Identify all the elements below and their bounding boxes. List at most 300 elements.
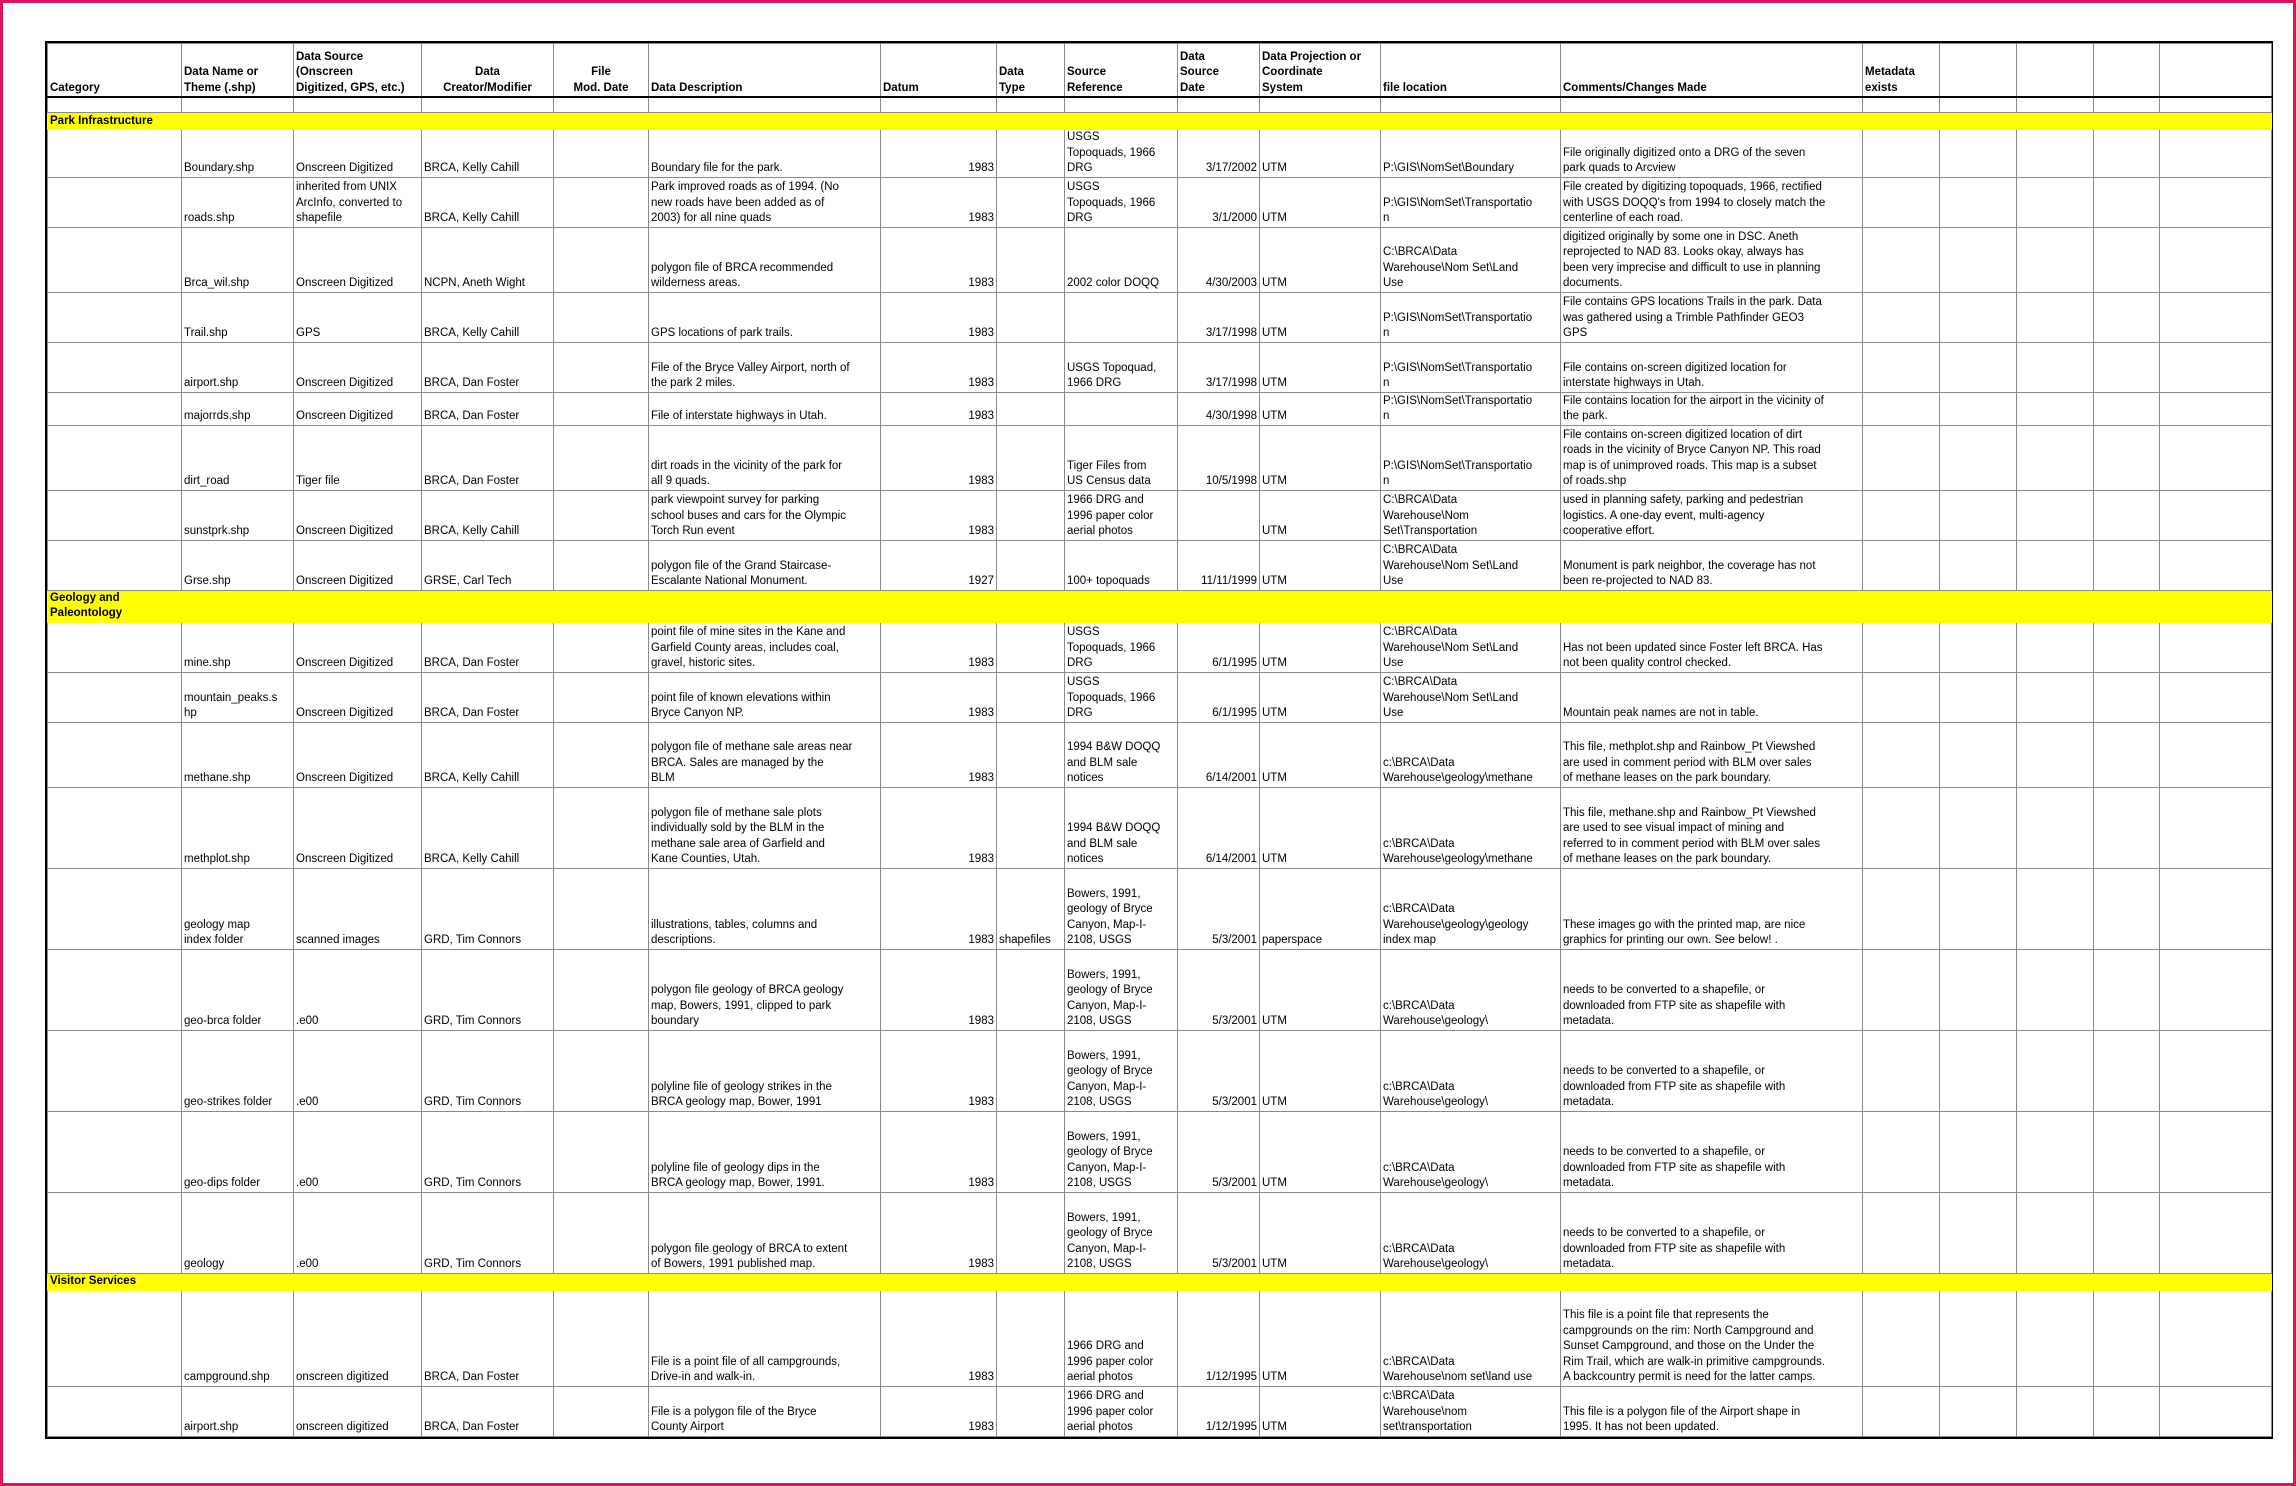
- empty-cell[interactable]: [2160, 392, 2272, 425]
- source-date-cell[interactable]: 5/3/2001: [1178, 1030, 1260, 1111]
- data-type-cell[interactable]: [997, 1290, 1065, 1386]
- data-source-cell[interactable]: .e00: [294, 1192, 422, 1273]
- comments-cell[interactable]: File contains GPS locations Trails in the park. Data was gathered using a Trimble Pathfinder GEO3 GPS: [1561, 292, 1863, 342]
- empty-cell[interactable]: [1940, 392, 2017, 425]
- source-reference-cell[interactable]: Bowers, 1991, geology of Bryce Canyon, Map-I- 2108, USGS: [1065, 1030, 1178, 1111]
- category-cell[interactable]: [48, 868, 182, 949]
- data-source-cell[interactable]: onscreen digitized: [294, 1290, 422, 1386]
- metadata-cell[interactable]: [1863, 130, 1940, 178]
- source-date-cell[interactable]: 6/14/2001: [1178, 722, 1260, 787]
- source-reference-cell[interactable]: USGS Topoquads, 1966 DRG: [1065, 130, 1178, 178]
- category-cell[interactable]: [48, 787, 182, 868]
- empty-cell[interactable]: [2017, 177, 2094, 227]
- empty-cell[interactable]: [2160, 97, 2272, 113]
- description-cell[interactable]: illustrations, tables, columns and descriptions.: [649, 868, 881, 949]
- column-header[interactable]: [2094, 44, 2160, 98]
- empty-cell[interactable]: [1940, 787, 2017, 868]
- metadata-cell[interactable]: [1863, 540, 1940, 590]
- empty-cell[interactable]: [2094, 540, 2160, 590]
- empty-cell[interactable]: [1940, 722, 2017, 787]
- datum-cell[interactable]: 1983: [881, 177, 997, 227]
- source-reference-cell[interactable]: 1966 DRG and 1996 paper color aerial photos: [1065, 1386, 1178, 1436]
- comments-cell[interactable]: Monument is park neighbor, the coverage has not been re-projected to NAD 83.: [1561, 540, 1863, 590]
- data-type-cell[interactable]: [997, 1030, 1065, 1111]
- comments-cell[interactable]: File created by digitizing topoquads, 1966, rectified with USGS DOQQ's from 1994 to closely match the centerline of each road.: [1561, 177, 1863, 227]
- category-cell[interactable]: [48, 227, 182, 292]
- datum-cell[interactable]: 1983: [881, 392, 997, 425]
- datum-cell[interactable]: 1983: [881, 787, 997, 868]
- data-name-cell[interactable]: campground.shp: [182, 1290, 294, 1386]
- creator-cell[interactable]: BRCA, Dan Foster: [422, 342, 554, 392]
- projection-cell[interactable]: UTM: [1260, 130, 1381, 178]
- comments-cell[interactable]: File contains on-screen digitized location for interstate highways in Utah.: [1561, 342, 1863, 392]
- comments-cell[interactable]: This file, methplot.shp and Rainbow_Pt Viewshed are used in comment period with BLM over sales of methane leases on the park boundary.: [1561, 722, 1863, 787]
- file-mod-date-cell[interactable]: [554, 622, 649, 672]
- comments-cell[interactable]: This file is a point file that represents the campgrounds on the rim: North Campground and Sunset Campground, and those on the Under the Rim Trail, which are walk-in primitive campgrounds. A backcountry permit is need for the latter camps.: [1561, 1290, 1863, 1386]
- category-cell[interactable]: [48, 1192, 182, 1273]
- projection-cell[interactable]: UTM: [1260, 1030, 1381, 1111]
- creator-cell[interactable]: BRCA, Kelly Cahill: [422, 130, 554, 178]
- comments-cell[interactable]: used in planning safety, parking and pedestrian logistics. A one-day event, multi-agency cooperative effort.: [1561, 490, 1863, 540]
- file-location-cell[interactable]: C:\BRCA\Data Warehouse\Nom Set\Land Use: [1381, 672, 1561, 722]
- empty-cell[interactable]: [2094, 177, 2160, 227]
- empty-cell[interactable]: [2094, 342, 2160, 392]
- datum-cell[interactable]: 1983: [881, 1111, 997, 1192]
- file-location-cell[interactable]: P:\GIS\NomSet\Transportatio n: [1381, 177, 1561, 227]
- empty-cell[interactable]: [2160, 787, 2272, 868]
- source-date-cell[interactable]: 5/3/2001: [1178, 868, 1260, 949]
- empty-cell[interactable]: [2017, 425, 2094, 490]
- file-mod-date-cell[interactable]: [554, 1192, 649, 1273]
- column-header[interactable]: File Mod. Date: [554, 44, 649, 98]
- datum-cell[interactable]: 1983: [881, 227, 997, 292]
- empty-cell[interactable]: [2094, 392, 2160, 425]
- data-source-cell[interactable]: onscreen digitized: [294, 1386, 422, 1436]
- creator-cell[interactable]: BRCA, Dan Foster: [422, 392, 554, 425]
- empty-cell[interactable]: [2017, 722, 2094, 787]
- empty-cell[interactable]: [294, 97, 422, 113]
- metadata-cell[interactable]: [1863, 292, 1940, 342]
- category-cell[interactable]: [48, 490, 182, 540]
- data-name-cell[interactable]: geology: [182, 1192, 294, 1273]
- column-header[interactable]: [1940, 44, 2017, 98]
- data-type-cell[interactable]: [997, 722, 1065, 787]
- data-name-cell[interactable]: airport.shp: [182, 342, 294, 392]
- empty-cell[interactable]: [2160, 722, 2272, 787]
- metadata-cell[interactable]: [1863, 425, 1940, 490]
- empty-cell[interactable]: [2094, 1290, 2160, 1386]
- empty-cell[interactable]: [2017, 1290, 2094, 1386]
- file-location-cell[interactable]: P:\GIS\NomSet\Transportatio n: [1381, 425, 1561, 490]
- comments-cell[interactable]: needs to be converted to a shapefile, or downloaded from FTP site as shapefile with metadata.: [1561, 1111, 1863, 1192]
- empty-cell[interactable]: [2094, 97, 2160, 113]
- creator-cell[interactable]: BRCA, Kelly Cahill: [422, 292, 554, 342]
- column-header[interactable]: Data Projection or Coordinate System: [1260, 44, 1381, 98]
- data-source-cell[interactable]: Onscreen Digitized: [294, 227, 422, 292]
- empty-cell[interactable]: [1940, 1111, 2017, 1192]
- description-cell[interactable]: File of interstate highways in Utah.: [649, 392, 881, 425]
- creator-cell[interactable]: GRD, Tim Connors: [422, 1111, 554, 1192]
- source-date-cell[interactable]: 3/17/1998: [1178, 292, 1260, 342]
- empty-cell[interactable]: [1940, 97, 2017, 113]
- data-source-cell[interactable]: .e00: [294, 949, 422, 1030]
- source-reference-cell[interactable]: 1994 B&W DOQQ and BLM sale notices: [1065, 787, 1178, 868]
- data-source-cell[interactable]: Onscreen Digitized: [294, 392, 422, 425]
- file-location-cell[interactable]: C:\BRCA\Data Warehouse\Nom Set\Land Use: [1381, 227, 1561, 292]
- empty-cell[interactable]: [2017, 1030, 2094, 1111]
- file-mod-date-cell[interactable]: [554, 949, 649, 1030]
- source-reference-cell[interactable]: 1994 B&W DOQQ and BLM sale notices: [1065, 722, 1178, 787]
- file-mod-date-cell[interactable]: [554, 540, 649, 590]
- description-cell[interactable]: Park improved roads as of 1994. (No new roads have been added as of 2003) for all nine quads: [649, 177, 881, 227]
- description-cell[interactable]: point file of mine sites in the Kane and Garfield County areas, includes coal, gravel, historic sites.: [649, 622, 881, 672]
- file-location-cell[interactable]: C:\BRCA\Data Warehouse\Nom Set\Transportation: [1381, 490, 1561, 540]
- description-cell[interactable]: File of the Bryce Valley Airport, north of the park 2 miles.: [649, 342, 881, 392]
- section-title[interactable]: Park Infrastructure: [48, 113, 2272, 130]
- empty-cell[interactable]: [2160, 177, 2272, 227]
- empty-cell[interactable]: [1940, 868, 2017, 949]
- empty-cell[interactable]: [2160, 490, 2272, 540]
- file-mod-date-cell[interactable]: [554, 672, 649, 722]
- file-location-cell[interactable]: c:\BRCA\Data Warehouse\nom set\land use: [1381, 1290, 1561, 1386]
- data-name-cell[interactable]: geology map index folder: [182, 868, 294, 949]
- category-cell[interactable]: [48, 1111, 182, 1192]
- projection-cell[interactable]: UTM: [1260, 1290, 1381, 1386]
- source-date-cell[interactable]: [1178, 490, 1260, 540]
- source-date-cell[interactable]: 6/1/1995: [1178, 672, 1260, 722]
- creator-cell[interactable]: BRCA, Kelly Cahill: [422, 490, 554, 540]
- empty-cell[interactable]: [649, 97, 881, 113]
- data-name-cell[interactable]: sunstprk.shp: [182, 490, 294, 540]
- projection-cell[interactable]: UTM: [1260, 227, 1381, 292]
- empty-cell[interactable]: [1381, 97, 1561, 113]
- data-source-cell[interactable]: .e00: [294, 1030, 422, 1111]
- data-type-cell[interactable]: shapefiles: [997, 868, 1065, 949]
- data-name-cell[interactable]: Boundary.shp: [182, 130, 294, 178]
- column-header[interactable]: Metadata exists: [1863, 44, 1940, 98]
- source-reference-cell[interactable]: [1065, 392, 1178, 425]
- description-cell[interactable]: File is a point file of all campgrounds, Drive-in and walk-in.: [649, 1290, 881, 1386]
- data-source-cell[interactable]: .e00: [294, 1111, 422, 1192]
- creator-cell[interactable]: BRCA, Dan Foster: [422, 1290, 554, 1386]
- description-cell[interactable]: polygon file of methane sale plots individually sold by the BLM in the methane sale area of Garfield and Kane Counties, Utah.: [649, 787, 881, 868]
- source-date-cell[interactable]: 6/1/1995: [1178, 622, 1260, 672]
- data-name-cell[interactable]: roads.shp: [182, 177, 294, 227]
- empty-cell[interactable]: [997, 97, 1065, 113]
- empty-cell[interactable]: [1940, 490, 2017, 540]
- projection-cell[interactable]: UTM: [1260, 342, 1381, 392]
- datum-cell[interactable]: 1983: [881, 292, 997, 342]
- datum-cell[interactable]: 1983: [881, 1030, 997, 1111]
- creator-cell[interactable]: BRCA, Dan Foster: [422, 622, 554, 672]
- empty-cell[interactable]: [2160, 949, 2272, 1030]
- comments-cell[interactable]: needs to be converted to a shapefile, or downloaded from FTP site as shapefile with metadata.: [1561, 1030, 1863, 1111]
- column-header[interactable]: Source Reference: [1065, 44, 1178, 98]
- empty-cell[interactable]: [2094, 490, 2160, 540]
- datum-cell[interactable]: 1983: [881, 672, 997, 722]
- source-reference-cell[interactable]: Tiger Files from US Census data: [1065, 425, 1178, 490]
- source-date-cell[interactable]: 5/3/2001: [1178, 1192, 1260, 1273]
- file-location-cell[interactable]: P:\GIS\NomSet\Transportatio n: [1381, 292, 1561, 342]
- projection-cell[interactable]: UTM: [1260, 425, 1381, 490]
- projection-cell[interactable]: UTM: [1260, 1192, 1381, 1273]
- metadata-cell[interactable]: [1863, 1030, 1940, 1111]
- file-location-cell[interactable]: c:\BRCA\Data Warehouse\geology\: [1381, 1111, 1561, 1192]
- file-mod-date-cell[interactable]: [554, 425, 649, 490]
- creator-cell[interactable]: NCPN, Aneth Wight: [422, 227, 554, 292]
- data-type-cell[interactable]: [997, 1386, 1065, 1436]
- column-header[interactable]: [2017, 44, 2094, 98]
- creator-cell[interactable]: BRCA, Dan Foster: [422, 672, 554, 722]
- empty-cell[interactable]: [2094, 1030, 2160, 1111]
- source-date-cell[interactable]: 10/5/1998: [1178, 425, 1260, 490]
- empty-cell[interactable]: [2094, 622, 2160, 672]
- empty-cell[interactable]: [2017, 130, 2094, 178]
- projection-cell[interactable]: UTM: [1260, 392, 1381, 425]
- source-reference-cell[interactable]: USGS Topoquads, 1966 DRG: [1065, 672, 1178, 722]
- data-name-cell[interactable]: majorrds.shp: [182, 392, 294, 425]
- empty-cell[interactable]: [1940, 130, 2017, 178]
- datum-cell[interactable]: 1983: [881, 622, 997, 672]
- data-type-cell[interactable]: [997, 425, 1065, 490]
- description-cell[interactable]: polyline file of geology dips in the BRCA geology map, Bower, 1991.: [649, 1111, 881, 1192]
- file-mod-date-cell[interactable]: [554, 392, 649, 425]
- empty-cell[interactable]: [2094, 1386, 2160, 1436]
- empty-cell[interactable]: [2017, 490, 2094, 540]
- data-type-cell[interactable]: [997, 1192, 1065, 1273]
- datum-cell[interactable]: 1983: [881, 868, 997, 949]
- projection-cell[interactable]: UTM: [1260, 292, 1381, 342]
- source-date-cell[interactable]: 3/17/2002: [1178, 130, 1260, 178]
- category-cell[interactable]: [48, 292, 182, 342]
- datum-cell[interactable]: 1983: [881, 1290, 997, 1386]
- projection-cell[interactable]: UTM: [1260, 672, 1381, 722]
- description-cell[interactable]: polygon file of BRCA recommended wilderness areas.: [649, 227, 881, 292]
- empty-cell[interactable]: [2017, 1192, 2094, 1273]
- description-cell[interactable]: polygon file geology of BRCA to extent of Bowers, 1991 published map.: [649, 1192, 881, 1273]
- source-reference-cell[interactable]: USGS Topoquads, 1966 DRG: [1065, 177, 1178, 227]
- section-title[interactable]: Visitor Services: [48, 1273, 2272, 1290]
- file-location-cell[interactable]: c:\BRCA\Data Warehouse\geology\geology index map: [1381, 868, 1561, 949]
- file-mod-date-cell[interactable]: [554, 868, 649, 949]
- empty-cell[interactable]: [2017, 292, 2094, 342]
- file-mod-date-cell[interactable]: [554, 130, 649, 178]
- empty-cell[interactable]: [1940, 1192, 2017, 1273]
- empty-cell[interactable]: [2160, 292, 2272, 342]
- empty-cell[interactable]: [2160, 672, 2272, 722]
- empty-cell[interactable]: [2017, 227, 2094, 292]
- column-header[interactable]: Data Source Date: [1178, 44, 1260, 98]
- file-location-cell[interactable]: P:\GIS\NomSet\Transportatio n: [1381, 342, 1561, 392]
- category-cell[interactable]: [48, 722, 182, 787]
- source-reference-cell[interactable]: Bowers, 1991, geology of Bryce Canyon, Map-I- 2108, USGS: [1065, 868, 1178, 949]
- data-source-cell[interactable]: Tiger file: [294, 425, 422, 490]
- empty-cell[interactable]: [2094, 672, 2160, 722]
- metadata-cell[interactable]: [1863, 490, 1940, 540]
- metadata-cell[interactable]: [1863, 1111, 1940, 1192]
- data-name-cell[interactable]: methane.shp: [182, 722, 294, 787]
- description-cell[interactable]: polygon file of the Grand Staircase- Escalante National Monument.: [649, 540, 881, 590]
- source-reference-cell[interactable]: Bowers, 1991, geology of Bryce Canyon, Map-I- 2108, USGS: [1065, 1111, 1178, 1192]
- datum-cell[interactable]: 1983: [881, 949, 997, 1030]
- empty-cell[interactable]: [2094, 227, 2160, 292]
- empty-cell[interactable]: [2017, 342, 2094, 392]
- empty-cell[interactable]: [2160, 342, 2272, 392]
- file-mod-date-cell[interactable]: [554, 1290, 649, 1386]
- projection-cell[interactable]: UTM: [1260, 1386, 1381, 1436]
- file-location-cell[interactable]: c:\BRCA\Data Warehouse\geology\methane: [1381, 787, 1561, 868]
- empty-cell[interactable]: [2094, 949, 2160, 1030]
- data-source-cell[interactable]: Onscreen Digitized: [294, 787, 422, 868]
- file-location-cell[interactable]: c:\BRCA\Data Warehouse\geology\: [1381, 1192, 1561, 1273]
- source-reference-cell[interactable]: 1966 DRG and 1996 paper color aerial photos: [1065, 490, 1178, 540]
- metadata-cell[interactable]: [1863, 177, 1940, 227]
- category-cell[interactable]: [48, 177, 182, 227]
- comments-cell[interactable]: This file, methane.shp and Rainbow_Pt Viewshed are used to see visual impact of mining and referred to in comment period with BLM over sales of methane leases on the park boundary.: [1561, 787, 1863, 868]
- datum-cell[interactable]: 1927: [881, 540, 997, 590]
- file-mod-date-cell[interactable]: [554, 177, 649, 227]
- datum-cell[interactable]: 1983: [881, 342, 997, 392]
- creator-cell[interactable]: BRCA, Kelly Cahill: [422, 722, 554, 787]
- file-mod-date-cell[interactable]: [554, 722, 649, 787]
- empty-cell[interactable]: [1940, 1030, 2017, 1111]
- file-location-cell[interactable]: c:\BRCA\Data Warehouse\nom set\transportation: [1381, 1386, 1561, 1436]
- source-date-cell[interactable]: 1/12/1995: [1178, 1290, 1260, 1386]
- comments-cell[interactable]: digitized originally by some one in DSC. Aneth reprojected to NAD 83. Looks okay, always has been very imprecise and difficult to use in planning documents.: [1561, 227, 1863, 292]
- data-name-cell[interactable]: geo-brca folder: [182, 949, 294, 1030]
- empty-cell[interactable]: [2017, 787, 2094, 868]
- description-cell[interactable]: File is a polygon file of the Bryce County Airport: [649, 1386, 881, 1436]
- comments-cell[interactable]: Has not been updated since Foster left BRCA. Has not been quality control checked.: [1561, 622, 1863, 672]
- file-mod-date-cell[interactable]: [554, 227, 649, 292]
- data-source-cell[interactable]: Onscreen Digitized: [294, 490, 422, 540]
- column-header[interactable]: Data Source (Onscreen Digitized, GPS, etc.): [294, 44, 422, 98]
- empty-cell[interactable]: [2017, 672, 2094, 722]
- description-cell[interactable]: polygon file geology of BRCA geology map, Bowers, 1991, clipped to park boundary: [649, 949, 881, 1030]
- projection-cell[interactable]: UTM: [1260, 722, 1381, 787]
- metadata-cell[interactable]: [1863, 722, 1940, 787]
- data-name-cell[interactable]: airport.shp: [182, 1386, 294, 1436]
- comments-cell[interactable]: Mountain peak names are not in table.: [1561, 672, 1863, 722]
- data-source-cell[interactable]: Onscreen Digitized: [294, 722, 422, 787]
- data-name-cell[interactable]: mine.shp: [182, 622, 294, 672]
- category-cell[interactable]: [48, 425, 182, 490]
- empty-cell[interactable]: [48, 97, 182, 113]
- empty-cell[interactable]: [554, 97, 649, 113]
- category-cell[interactable]: [48, 342, 182, 392]
- empty-cell[interactable]: [1863, 97, 1940, 113]
- column-header[interactable]: Data Name or Theme (.shp): [182, 44, 294, 98]
- creator-cell[interactable]: BRCA, Dan Foster: [422, 1386, 554, 1436]
- data-type-cell[interactable]: [997, 622, 1065, 672]
- data-type-cell[interactable]: [997, 490, 1065, 540]
- category-cell[interactable]: [48, 1030, 182, 1111]
- empty-cell[interactable]: [1940, 292, 2017, 342]
- column-header[interactable]: Data Type: [997, 44, 1065, 98]
- file-location-cell[interactable]: P:\GIS\NomSet\Transportatio n: [1381, 392, 1561, 425]
- source-date-cell[interactable]: 5/3/2001: [1178, 949, 1260, 1030]
- metadata-cell[interactable]: [1863, 672, 1940, 722]
- comments-cell[interactable]: File contains on-screen digitized location of dirt roads in the vicinity of Bryce Canyon NP. This road map is of unimproved roads. This map is a subset of roads.shp: [1561, 425, 1863, 490]
- creator-cell[interactable]: GRSE, Carl Tech: [422, 540, 554, 590]
- data-name-cell[interactable]: Brca_wil.shp: [182, 227, 294, 292]
- file-mod-date-cell[interactable]: [554, 490, 649, 540]
- metadata-cell[interactable]: [1863, 622, 1940, 672]
- source-reference-cell[interactable]: 2002 color DOQQ: [1065, 227, 1178, 292]
- empty-cell[interactable]: [2094, 292, 2160, 342]
- column-header[interactable]: [2160, 44, 2272, 98]
- data-name-cell[interactable]: dirt_road: [182, 425, 294, 490]
- data-type-cell[interactable]: [997, 672, 1065, 722]
- description-cell[interactable]: GPS locations of park trails.: [649, 292, 881, 342]
- category-cell[interactable]: [48, 622, 182, 672]
- creator-cell[interactable]: BRCA, Kelly Cahill: [422, 177, 554, 227]
- file-location-cell[interactable]: c:\BRCA\Data Warehouse\geology\: [1381, 949, 1561, 1030]
- empty-cell[interactable]: [1940, 949, 2017, 1030]
- file-location-cell[interactable]: C:\BRCA\Data Warehouse\Nom Set\Land Use: [1381, 622, 1561, 672]
- comments-cell[interactable]: needs to be converted to a shapefile, or downloaded from FTP site as shapefile with metadata.: [1561, 1192, 1863, 1273]
- section-title[interactable]: Geology and Paleontology: [48, 590, 2272, 622]
- data-type-cell[interactable]: [997, 1111, 1065, 1192]
- data-name-cell[interactable]: geo-dips folder: [182, 1111, 294, 1192]
- empty-cell[interactable]: [2160, 540, 2272, 590]
- source-reference-cell[interactable]: Bowers, 1991, geology of Bryce Canyon, Map-I- 2108, USGS: [1065, 1192, 1178, 1273]
- category-cell[interactable]: [48, 1386, 182, 1436]
- data-source-cell[interactable]: Onscreen Digitized: [294, 672, 422, 722]
- projection-cell[interactable]: paperspace: [1260, 868, 1381, 949]
- source-reference-cell[interactable]: 100+ topoquads: [1065, 540, 1178, 590]
- empty-cell[interactable]: [2160, 425, 2272, 490]
- empty-cell[interactable]: [2094, 868, 2160, 949]
- creator-cell[interactable]: GRD, Tim Connors: [422, 1192, 554, 1273]
- empty-cell[interactable]: [2094, 787, 2160, 868]
- category-cell[interactable]: [48, 672, 182, 722]
- empty-cell[interactable]: [1940, 540, 2017, 590]
- empty-cell[interactable]: [2160, 130, 2272, 178]
- empty-cell[interactable]: [2160, 868, 2272, 949]
- projection-cell[interactable]: UTM: [1260, 622, 1381, 672]
- metadata-cell[interactable]: [1863, 227, 1940, 292]
- data-type-cell[interactable]: [997, 540, 1065, 590]
- category-cell[interactable]: [48, 540, 182, 590]
- datum-cell[interactable]: 1983: [881, 1386, 997, 1436]
- empty-cell[interactable]: [2160, 1290, 2272, 1386]
- empty-cell[interactable]: [2017, 1111, 2094, 1192]
- column-header[interactable]: Category: [48, 44, 182, 98]
- empty-cell[interactable]: [2094, 130, 2160, 178]
- data-source-cell[interactable]: Onscreen Digitized: [294, 342, 422, 392]
- data-source-cell[interactable]: scanned images: [294, 868, 422, 949]
- projection-cell[interactable]: UTM: [1260, 949, 1381, 1030]
- data-type-cell[interactable]: [997, 292, 1065, 342]
- empty-cell[interactable]: [2017, 868, 2094, 949]
- empty-cell[interactable]: [1940, 1290, 2017, 1386]
- projection-cell[interactable]: UTM: [1260, 787, 1381, 868]
- empty-cell[interactable]: [2160, 1111, 2272, 1192]
- data-name-cell[interactable]: geo-strikes folder: [182, 1030, 294, 1111]
- file-location-cell[interactable]: c:\BRCA\Data Warehouse\geology\: [1381, 1030, 1561, 1111]
- description-cell[interactable]: dirt roads in the vicinity of the park for all 9 quads.: [649, 425, 881, 490]
- data-name-cell[interactable]: Grse.shp: [182, 540, 294, 590]
- source-date-cell[interactable]: 1/12/1995: [1178, 1386, 1260, 1436]
- creator-cell[interactable]: BRCA, Dan Foster: [422, 425, 554, 490]
- empty-cell[interactable]: [1561, 97, 1863, 113]
- datum-cell[interactable]: 1983: [881, 1192, 997, 1273]
- source-reference-cell[interactable]: Bowers, 1991, geology of Bryce Canyon, Map-I- 2108, USGS: [1065, 949, 1178, 1030]
- description-cell[interactable]: polyline file of geology strikes in the BRCA geology map, Bower, 1991: [649, 1030, 881, 1111]
- file-mod-date-cell[interactable]: [554, 787, 649, 868]
- data-source-cell[interactable]: Onscreen Digitized: [294, 130, 422, 178]
